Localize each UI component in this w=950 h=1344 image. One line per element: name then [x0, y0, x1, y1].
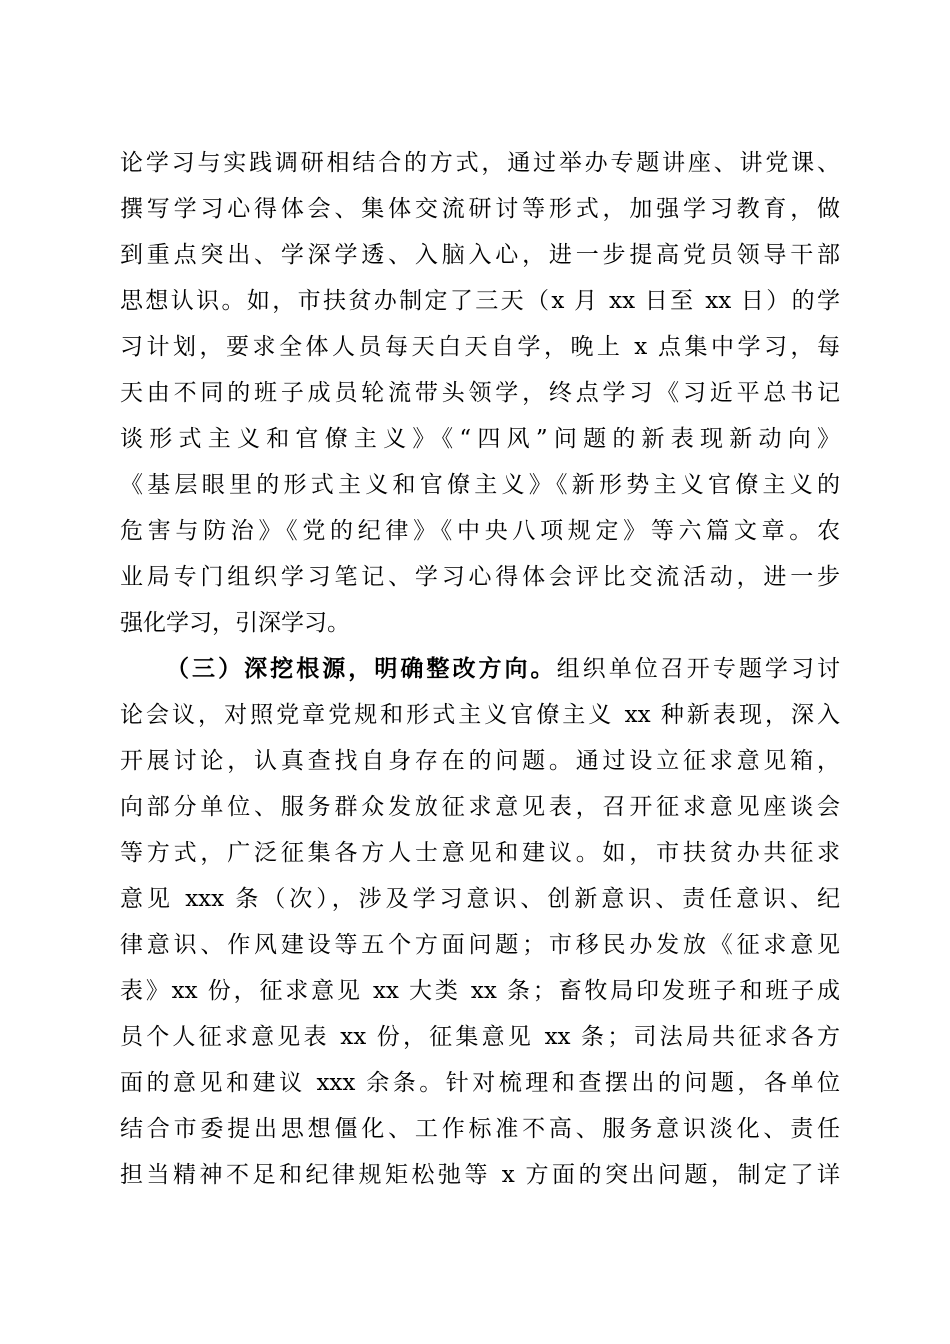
section-heading: （三）深挖根源，明确整改方向。: [166, 655, 557, 682]
text-line-rest: 组织单位召开专题学习讨: [556, 656, 841, 682]
text-line: 《基层眼里的形式主义和官僚主义》《新形势主义官僚主义的: [120, 472, 840, 498]
text-line: 思想认识。如，市扶贫办制定了三天（x 月 xx 日至 xx 日）的学: [120, 288, 840, 314]
text-line: 到重点突出、学深学透、入脑入心，进一步提高党员领导干部: [120, 242, 840, 268]
section-heading-line: [120, 646, 840, 692]
text-line: 谈形式主义和官僚主义》《“四风”问题的新表现新动向》: [120, 426, 840, 452]
text-line: 表》xx 份，征求意见 xx 大类 xx 条；畜牧局印发班子和班子成: [120, 978, 840, 1004]
text-line: 结合市委提出思想僵化、工作标准不高、服务意识淡化、责任: [120, 1116, 840, 1142]
text-line: 面的意见和建议 xxx 余条。针对梳理和查摆出的问题，各单位: [120, 1070, 840, 1096]
paragraph-2: [120, 646, 840, 1198]
text-line: 等方式，广泛征集各方人士意见和建议。如，市扶贫办共征求: [120, 840, 840, 866]
text-line: 向部分单位、服务群众发放征求意见表，召开征求意见座谈会: [120, 794, 840, 820]
text-line: 强化学习，引深学习。: [120, 610, 350, 636]
text-line: 论会议，对照党章党规和形式主义官僚主义 xx 种新表现，深入: [120, 702, 840, 728]
text-line: 习计划，要求全体人员每天白天自学，晚上 x 点集中学习，每: [120, 334, 840, 360]
text-line: 意见 xxx 条（次），涉及学习意识、创新意识、责任意识、纪: [120, 886, 840, 912]
text-line: 开展讨论，认真查找自身存在的问题。通过设立征求意见箱，: [120, 748, 840, 774]
paragraph-1: [120, 140, 840, 646]
text-line: 危害与防治》《党的纪律》《中央八项规定》等六篇文章。农: [120, 518, 840, 544]
text-line: 律意识、作风建设等五个方面问题；市移民办发放《征求意见: [120, 932, 840, 958]
text-line: 员个人征求意见表 xx 份，征集意见 xx 条；司法局共征求各方: [120, 1024, 840, 1050]
text-line: 业局专门组织学习笔记、学习心得体会评比交流活动，进一步: [120, 564, 840, 590]
text-line: 论学习与实践调研相结合的方式，通过举办专题讲座、讲党课、: [120, 150, 840, 176]
text-line: 撰写学习心得体会、集体交流研讨等形式，加强学习教育，做: [120, 196, 840, 222]
text-line: 担当精神不足和纪律规矩松弛等 x 方面的突出问题，制定了详: [120, 1162, 840, 1188]
text-line: 天由不同的班子成员轮流带头领学，终点学习《习近平总书记: [120, 380, 840, 406]
body-text: [120, 140, 840, 1198]
